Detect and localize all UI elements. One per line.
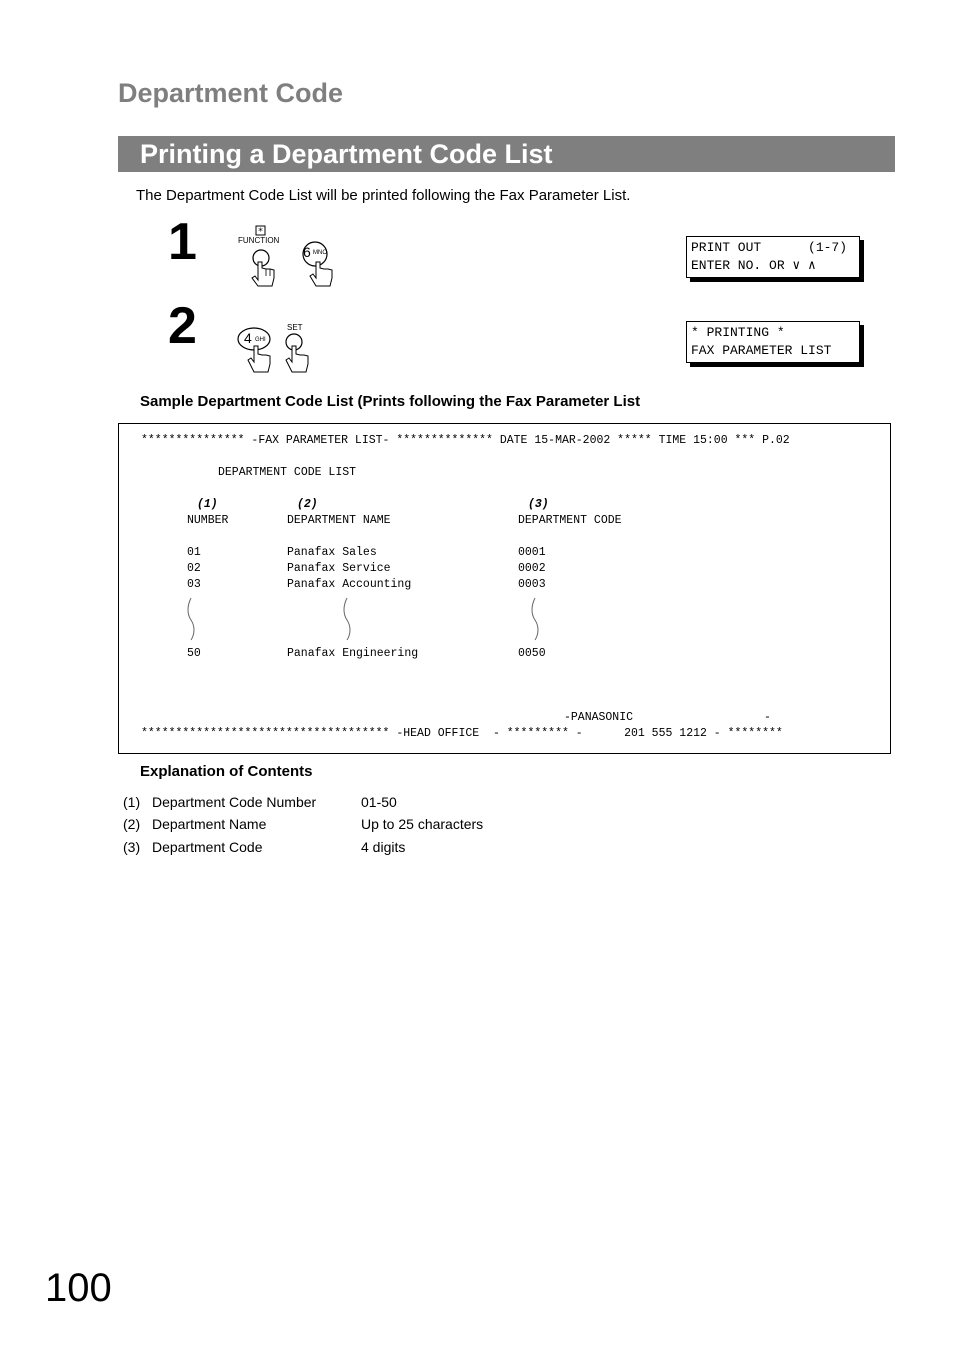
key-6-label: 6 <box>303 244 311 260</box>
star-icon <box>236 224 286 288</box>
key-4-label: 4 <box>244 330 252 346</box>
key-4-sub: GHI <box>255 337 266 343</box>
keypad-button-icon <box>284 322 324 374</box>
continuation-mark-icon <box>339 596 359 642</box>
row-name: Panafax Accounting <box>287 578 412 591</box>
lcd-line-1: * PRINTING * <box>691 325 785 340</box>
row-code: 0001 <box>518 546 546 559</box>
report-list-title: DEPARTMENT CODE LIST <box>218 466 357 479</box>
col-marker-1: (1) <box>197 498 218 511</box>
section-heading: Department Code <box>118 78 344 108</box>
function-key[interactable] <box>236 224 286 288</box>
lcd-display-step-1 <box>686 236 860 278</box>
page-number: 100 <box>45 1266 112 1310</box>
svg-text:*: * <box>258 227 263 237</box>
report-footer-dash: - <box>764 711 771 724</box>
step-2-number: 2 <box>168 297 197 355</box>
key-6[interactable] <box>298 240 338 288</box>
col-header-code: DEPARTMENT CODE <box>518 514 622 527</box>
col-header-number: NUMBER <box>187 514 229 527</box>
title-bar <box>118 136 895 172</box>
row-name: Panafax Sales <box>287 546 377 559</box>
explanation-num: (3) <box>123 839 141 855</box>
row-name: Panafax Engineering <box>287 647 419 660</box>
set-key-label: SET <box>287 323 303 332</box>
set-key[interactable] <box>284 322 324 374</box>
explanation-value: Up to 25 characters <box>361 816 484 832</box>
report-footer-company: -PANASONIC <box>564 711 634 724</box>
intro-text: The Department Code List will be printed following the Fax Parameter List. <box>136 187 631 204</box>
lcd-display-step-2 <box>686 321 860 363</box>
col-marker-2: (2) <box>297 498 318 511</box>
step-1-keys <box>236 224 336 288</box>
explanation-value: 4 digits <box>361 839 406 855</box>
sample-report <box>118 423 891 754</box>
page-title: Printing a Department Code List <box>140 139 553 169</box>
row-number: 50 <box>187 647 201 660</box>
step-2-keys <box>236 322 326 374</box>
key-4[interactable] <box>236 326 280 374</box>
row-code: 0050 <box>518 647 546 660</box>
explanation-label: Department Code <box>152 839 263 855</box>
row-number: 01 <box>187 546 201 559</box>
col-header-name: DEPARTMENT NAME <box>287 514 391 527</box>
report-footer-line: ************************************ -HEAD OFFICE - ********* - 201 555 1212 - ******** <box>141 727 783 740</box>
explanation-heading: Explanation of Contents <box>140 763 313 780</box>
explanation-num: (1) <box>123 794 141 810</box>
keypad-button-icon <box>236 326 280 374</box>
key-6-sub: MNO <box>313 250 327 256</box>
col-marker-3: (3) <box>528 498 549 511</box>
row-code: 0003 <box>518 578 546 591</box>
step-1-number: 1 <box>168 213 197 271</box>
report-header-line: *************** -FAX PARAMETER LIST- ************** DATE 15-MAR-2002 ***** TIME 15:00 *** P.02 <box>141 434 790 447</box>
row-code: 0002 <box>518 562 546 575</box>
lcd-line-2: FAX PARAMETER LIST <box>691 343 832 358</box>
lcd-line-2: ENTER NO. OR ∨ ∧ <box>691 258 816 273</box>
row-name: Panafax Service <box>287 562 391 575</box>
lcd-line-1: PRINT OUT (1-7) <box>691 240 848 255</box>
row-number: 03 <box>187 578 201 591</box>
explanation-label: Department Name <box>152 816 267 832</box>
function-key-label: FUNCTION <box>238 236 280 245</box>
row-number: 02 <box>187 562 201 575</box>
sample-heading: Sample Department Code List (Prints following the Fax Parameter List <box>140 393 641 410</box>
continuation-mark-icon <box>527 596 547 642</box>
continuation-mark-icon <box>183 596 203 642</box>
explanation-label: Department Code Number <box>152 794 317 810</box>
explanation-num: (2) <box>123 816 141 832</box>
explanation-value: 01-50 <box>361 794 397 810</box>
